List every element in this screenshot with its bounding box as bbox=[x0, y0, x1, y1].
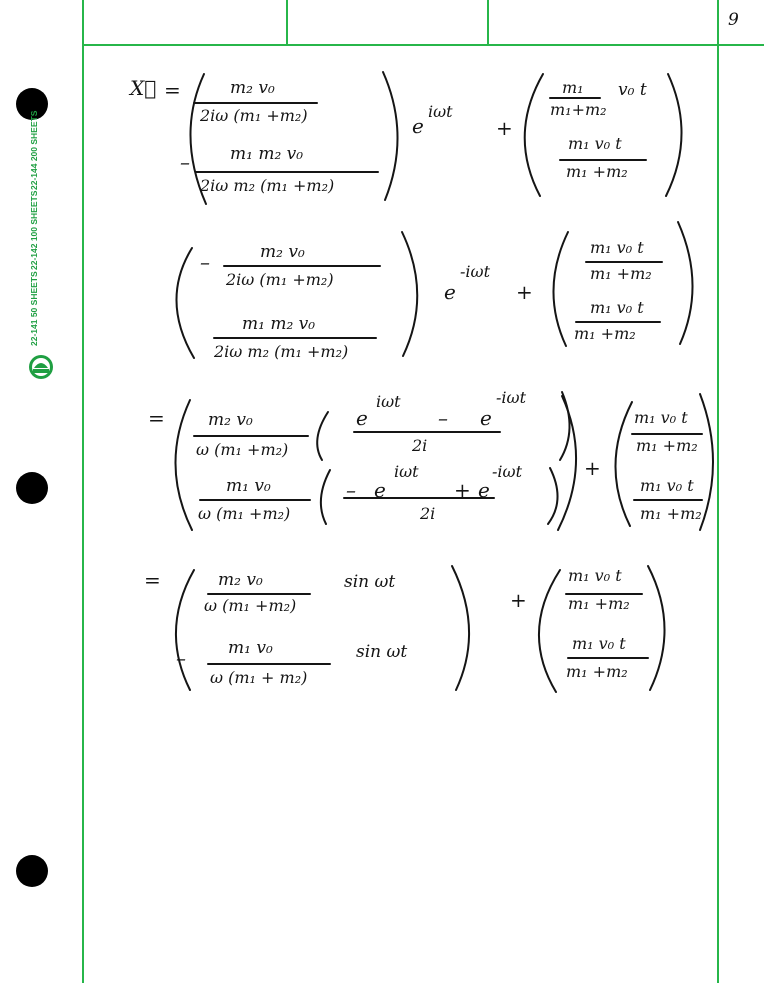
eq3-r2-exp2-power: -iωt bbox=[492, 462, 522, 481]
eq1-v1b-denominator: 2iω m₂ (m₁ +m₂) bbox=[200, 176, 335, 195]
eq3-r2-exp1-base: e bbox=[374, 478, 386, 502]
eq3-v2b-numerator: m₁ v₀ t bbox=[640, 476, 694, 495]
eq1-v1-numerator: m₂ v₀ bbox=[230, 78, 275, 98]
eq3-r1-exp1-base: e bbox=[356, 406, 368, 430]
eq2-v2a-denominator: m₁ +m₂ bbox=[590, 264, 652, 283]
eq3-r2-exp1-power: iωt bbox=[394, 462, 419, 481]
eq1-mid-right-paren bbox=[383, 72, 398, 200]
eq3-v2a-numerator: m₁ v₀ t bbox=[634, 408, 688, 427]
eq3-r2-denominator: ω (m₁ +m₂) bbox=[198, 504, 291, 523]
eq1-plus: + bbox=[496, 116, 513, 140]
eq3-r2-exp2-base: e bbox=[478, 478, 490, 502]
eq4-r2-denominator: ω (m₁ + m₂) bbox=[210, 668, 308, 687]
eq3-big-right-paren bbox=[558, 396, 576, 530]
eq1-exponential-base: e bbox=[412, 114, 424, 138]
sheet-count-line-2: 22-142 100 SHEETS bbox=[29, 190, 39, 271]
eq3-r2-inner-left bbox=[321, 470, 330, 524]
eq2-exponential-base: e bbox=[444, 280, 456, 304]
eq4-r1-denominator: ω (m₁ +m₂) bbox=[204, 596, 297, 615]
eq2-v2b-denominator: m₁ +m₂ bbox=[574, 324, 636, 343]
eq4-v2b-numerator: m₁ v₀ t bbox=[572, 634, 626, 653]
eq3-r1-inner-left bbox=[317, 412, 328, 460]
eq1-v2b-denominator: m₁ +m₂ bbox=[566, 162, 628, 181]
eq3-v2a-denominator: m₁ +m₂ bbox=[636, 436, 698, 455]
eq3-r1-exp1-power: iωt bbox=[376, 392, 401, 411]
eq2-mid-right-paren bbox=[402, 232, 417, 356]
eq1-right-right-paren bbox=[666, 74, 682, 196]
eq4-left-paren bbox=[176, 570, 194, 690]
eq3-v2b-denominator: m₁ +m₂ bbox=[640, 504, 702, 523]
eq2-v1-denominator: 2iω (m₁ +m₂) bbox=[226, 270, 334, 289]
eq3-r2-numerator: m₁ v₀ bbox=[226, 476, 271, 496]
eq2-v2a-numerator: m₁ v₀ t bbox=[590, 238, 644, 257]
eq1-v2a-factor: v₀ t bbox=[618, 80, 647, 100]
eq3-r1-fraction-denominator: 2i bbox=[412, 436, 428, 455]
eq2-v1b-denominator: 2iω m₂ (m₁ +m₂) bbox=[214, 342, 349, 361]
eq1-equals: = bbox=[164, 78, 181, 102]
eq3-right-left-paren bbox=[615, 402, 632, 526]
eq3-r1-exp2-base: e bbox=[480, 406, 492, 430]
eq3-r2-operator: + bbox=[454, 478, 471, 502]
eq2-v2b-numerator: m₁ v₀ t bbox=[590, 298, 644, 317]
eq2-plus: + bbox=[516, 280, 533, 304]
eq1-v2a-numerator: m₁ bbox=[562, 78, 584, 97]
eq4-r2-function: sin ωt bbox=[356, 642, 408, 662]
eq2-right-right-paren bbox=[678, 222, 693, 344]
eq3-r2-inner-right bbox=[548, 468, 558, 524]
eq1-v1b-numerator: m₁ m₂ v₀ bbox=[230, 144, 304, 164]
eq3-right-right-paren bbox=[700, 394, 713, 530]
eq4-r1-numerator: m₂ v₀ bbox=[218, 570, 263, 590]
eq4-v2b-denominator: m₁ +m₂ bbox=[566, 662, 628, 681]
sheet-count-line-1: 22-141 50 SHEETS bbox=[29, 271, 39, 346]
eq1-lhs-vector: X⃗ bbox=[130, 76, 157, 100]
eq4-r2-numerator: m₁ v₀ bbox=[228, 638, 273, 658]
eq3-r1-denominator: ω (m₁ +m₂) bbox=[196, 440, 289, 459]
eq4-right-right-paren bbox=[648, 566, 665, 690]
eq3-r1-operator: – bbox=[438, 406, 448, 430]
sheet-count-line-3: 22-144 200 SHEETS bbox=[29, 110, 39, 190]
eq4-mid-right-paren bbox=[452, 566, 469, 690]
eq3-plus: + bbox=[584, 456, 601, 480]
eq2-left-paren bbox=[176, 248, 194, 358]
eq4-right-left-paren bbox=[539, 570, 560, 692]
eq4-v2a-denominator: m₁ +m₂ bbox=[568, 594, 630, 613]
eq2-right-left-paren bbox=[553, 232, 568, 346]
eq3-r2-leading-minus: – bbox=[346, 478, 356, 502]
eq1-v2b-numerator: m₁ v₀ t bbox=[568, 134, 622, 153]
eq1-right-left-paren bbox=[525, 74, 543, 196]
eq1-exponent: iωt bbox=[428, 102, 453, 121]
eq4-plus: + bbox=[510, 588, 527, 612]
eq2-exponent: -iωt bbox=[460, 262, 490, 281]
eq3-r2-fraction-denominator: 2i bbox=[420, 504, 436, 523]
eq4-equals: = bbox=[144, 568, 161, 592]
eq3-equals: = bbox=[148, 406, 165, 430]
eq4-v2a-numerator: m₁ v₀ t bbox=[568, 566, 622, 585]
eq2-v1b-numerator: m₁ m₂ v₀ bbox=[242, 314, 316, 334]
eq4-r1-function: sin ωt bbox=[344, 572, 396, 592]
eq1-v1-denominator: 2iω (m₁ +m₂) bbox=[200, 106, 308, 125]
eq4-r2-minus: – bbox=[176, 646, 186, 670]
page-number: 9 bbox=[728, 10, 739, 30]
eq3-left-paren bbox=[175, 400, 192, 530]
eq3-r1-numerator: m₂ v₀ bbox=[208, 410, 253, 430]
eq1-v2a-denominator: m₁+m₂ bbox=[550, 100, 607, 119]
eq1-v1b-minus: – bbox=[180, 150, 190, 174]
eq2-v1-minus: – bbox=[200, 250, 210, 274]
eq2-v1-numerator: m₂ v₀ bbox=[260, 242, 305, 262]
eq3-r1-exp2-power: -iωt bbox=[496, 388, 526, 407]
